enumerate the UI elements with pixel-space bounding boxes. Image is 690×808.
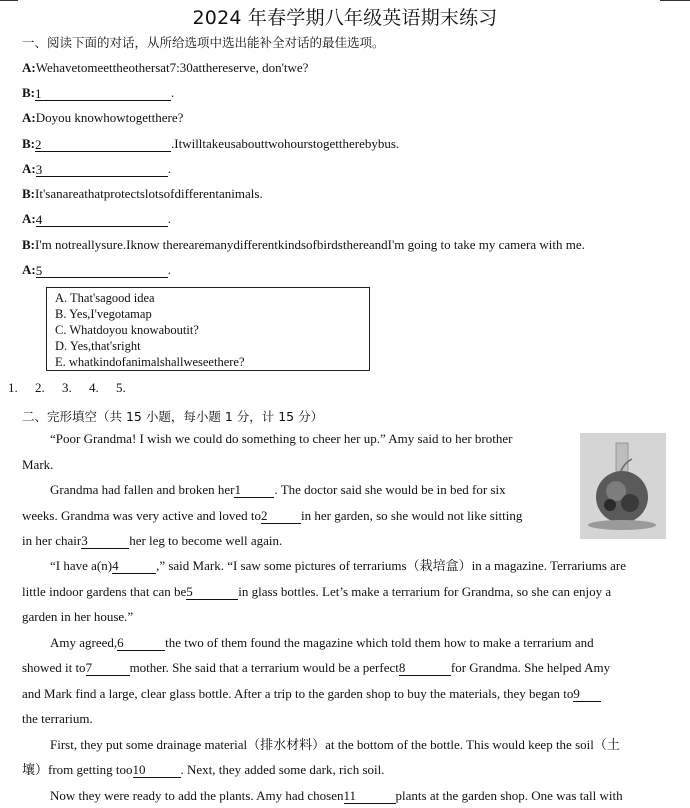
blank-number: 1 (35, 86, 42, 101)
section1-heading: 一、阅读下面的对话，从所给选项中选出能补全对话的最佳选项。 (22, 35, 385, 50)
option-c[interactable]: C. Whatdoyou knowaboutit? (55, 323, 199, 337)
dialogue-text: Wehavetomeettheothersat7:30atthereserve, don'twe? (35, 60, 309, 75)
text-line: “I have a(n) (50, 558, 113, 573)
answer-blank-5[interactable] (36, 263, 168, 278)
dialogue-line-9 (22, 262, 171, 278)
dialogue-text: . (167, 262, 171, 277)
speaker-label: A: (22, 110, 36, 125)
dialogue-line-1 (22, 60, 308, 76)
dialogue-text: .Itwilltakeusabouttwohourstogettherebybus. (171, 136, 400, 151)
option-a[interactable]: A. That'sagood idea (55, 291, 155, 305)
answer-blank-4[interactable] (36, 212, 168, 227)
text-line: the two of them found the magazine which told them how to make a terrarium and (165, 634, 594, 650)
text-line: and Mark find a large, clear glass bottle. After a trip to the garden shop to buy the materials, they began to (22, 685, 574, 701)
text-line: in glass bottles. Let’s make a terrarium for Grandma, so she can enjoy a (238, 583, 612, 599)
cloze-blank-10[interactable]: 10 (133, 763, 181, 778)
speaker-label: B: (22, 186, 35, 201)
answer-blank-3[interactable] (36, 162, 168, 177)
cloze-blank-7[interactable]: 7 (86, 661, 130, 676)
dialogue-line-4 (22, 136, 399, 152)
text-line: garden in her house.” (22, 609, 134, 624)
answer-blank-1[interactable] (35, 86, 171, 101)
option-e[interactable]: E. whatkindofanimalshallweseethere? (55, 355, 245, 369)
top-left-rule (0, 0, 18, 1)
dialogue-text: . (167, 161, 171, 176)
section2-heading: 二、完形填空（共 15 小题，每小题 1 分，计 15 分） (22, 409, 324, 424)
text-line: Amy agreed, (50, 634, 118, 650)
option-b[interactable]: B. Yes,I'vegotamap (55, 307, 152, 321)
text-line: her leg to become well again. (129, 533, 283, 548)
speaker-label: B: (22, 237, 35, 252)
text-line: ,” said Mark. “I saw some pictures of terrariums（栽培盒）in a magazine. Terrariums are (156, 558, 627, 573)
text-line: . The doctor said she would be in bed for six (274, 482, 506, 497)
dialogue-text: . (171, 85, 175, 100)
text-line: in her garden, so she would not like sitting (300, 507, 523, 523)
cloze-blank-1[interactable]: 1 (234, 483, 274, 498)
dialogue-text: It'sanareathatprotectslotsofdifferentanimals. (35, 186, 263, 201)
page-title: 2024 年春学期八年级英语期末练习 (192, 7, 498, 29)
text-line: . Next, they added some dark, rich soil. (180, 762, 385, 777)
text-line: 壤）from getting too (22, 762, 133, 777)
text-line: “Poor Grandma! I wish we could do something to cheer her up.” Amy said to her brother (50, 431, 513, 446)
cloze-blank-4[interactable]: 4 (112, 559, 156, 574)
text-line: little indoor gardens that can be (22, 583, 187, 599)
dialogue-line-2 (22, 85, 174, 101)
top-right-rule (660, 0, 690, 1)
dialogue-line-8 (22, 237, 585, 253)
speaker-label: B: (22, 85, 35, 100)
dialogue-line-6 (22, 186, 263, 202)
dialogue-line-5 (22, 161, 171, 177)
blank-number: 5 (35, 263, 43, 278)
answer-blank-2[interactable] (35, 137, 171, 152)
answer-numbers: 1. 2. 3. 4. 5. (8, 380, 126, 395)
text-line: for Grandma. She helped Amy (450, 660, 611, 675)
blank-number: 4 (35, 212, 43, 227)
options-box (46, 287, 370, 371)
text-line: weeks. Grandma was very active and loved to (22, 507, 261, 523)
text-line: the terrarium. (22, 711, 93, 726)
cloze-paragraph-1 (22, 426, 568, 554)
dialogue-line-7 (22, 211, 171, 227)
speaker-label: A: (22, 161, 36, 176)
terrarium-photo (580, 433, 666, 539)
text-line: Now they were ready to add the plants. Amy had chosen (50, 787, 344, 803)
dialogue-line-3 (22, 110, 183, 126)
cloze-blank-11[interactable]: 11 (344, 789, 396, 804)
text-line: in her chair (22, 533, 82, 548)
dialogue-text: Doyou knowhowtogetthere? (35, 110, 184, 125)
cloze-blank-5[interactable]: 5 (186, 585, 238, 600)
text-line: Grandma had fallen and broken her (50, 482, 235, 497)
cloze-blank-8[interactable]: 8 (399, 661, 451, 676)
blank-number: 2 (35, 137, 42, 152)
cloze-paragraph-2 (22, 553, 662, 808)
text-line: Mark. (22, 456, 54, 472)
speaker-label: B: (22, 136, 35, 151)
dialogue-text: . (167, 211, 171, 226)
text-line: mother. She said that a terrarium would be a perfect (129, 660, 399, 675)
cloze-blank-2[interactable]: 2 (261, 509, 301, 524)
terrarium-image (580, 433, 666, 539)
blank-number: 3 (35, 162, 43, 177)
option-d[interactable]: D. Yes,that'sright (55, 339, 141, 353)
speaker-label: A: (22, 262, 36, 277)
cloze-blank-3[interactable]: 3 (81, 534, 129, 549)
text-line: showed it to (22, 660, 86, 675)
dialogue-text: I'm notreallysure.Iknow therearemanydifferentkindsofbirdsthereandI'm going to take my camera with me. (35, 237, 585, 252)
cloze-blank-6[interactable]: 6 (117, 636, 165, 651)
cloze-blank-9[interactable]: 9 (573, 687, 601, 702)
speaker-label: A: (22, 60, 36, 75)
text-line: plants at the garden shop. One was tall with (395, 787, 623, 803)
text-line: First, they put some drainage material（排水材料）at the bottom of the bottle. This would keep the soil（土 (50, 736, 620, 752)
speaker-label: A: (22, 211, 36, 226)
